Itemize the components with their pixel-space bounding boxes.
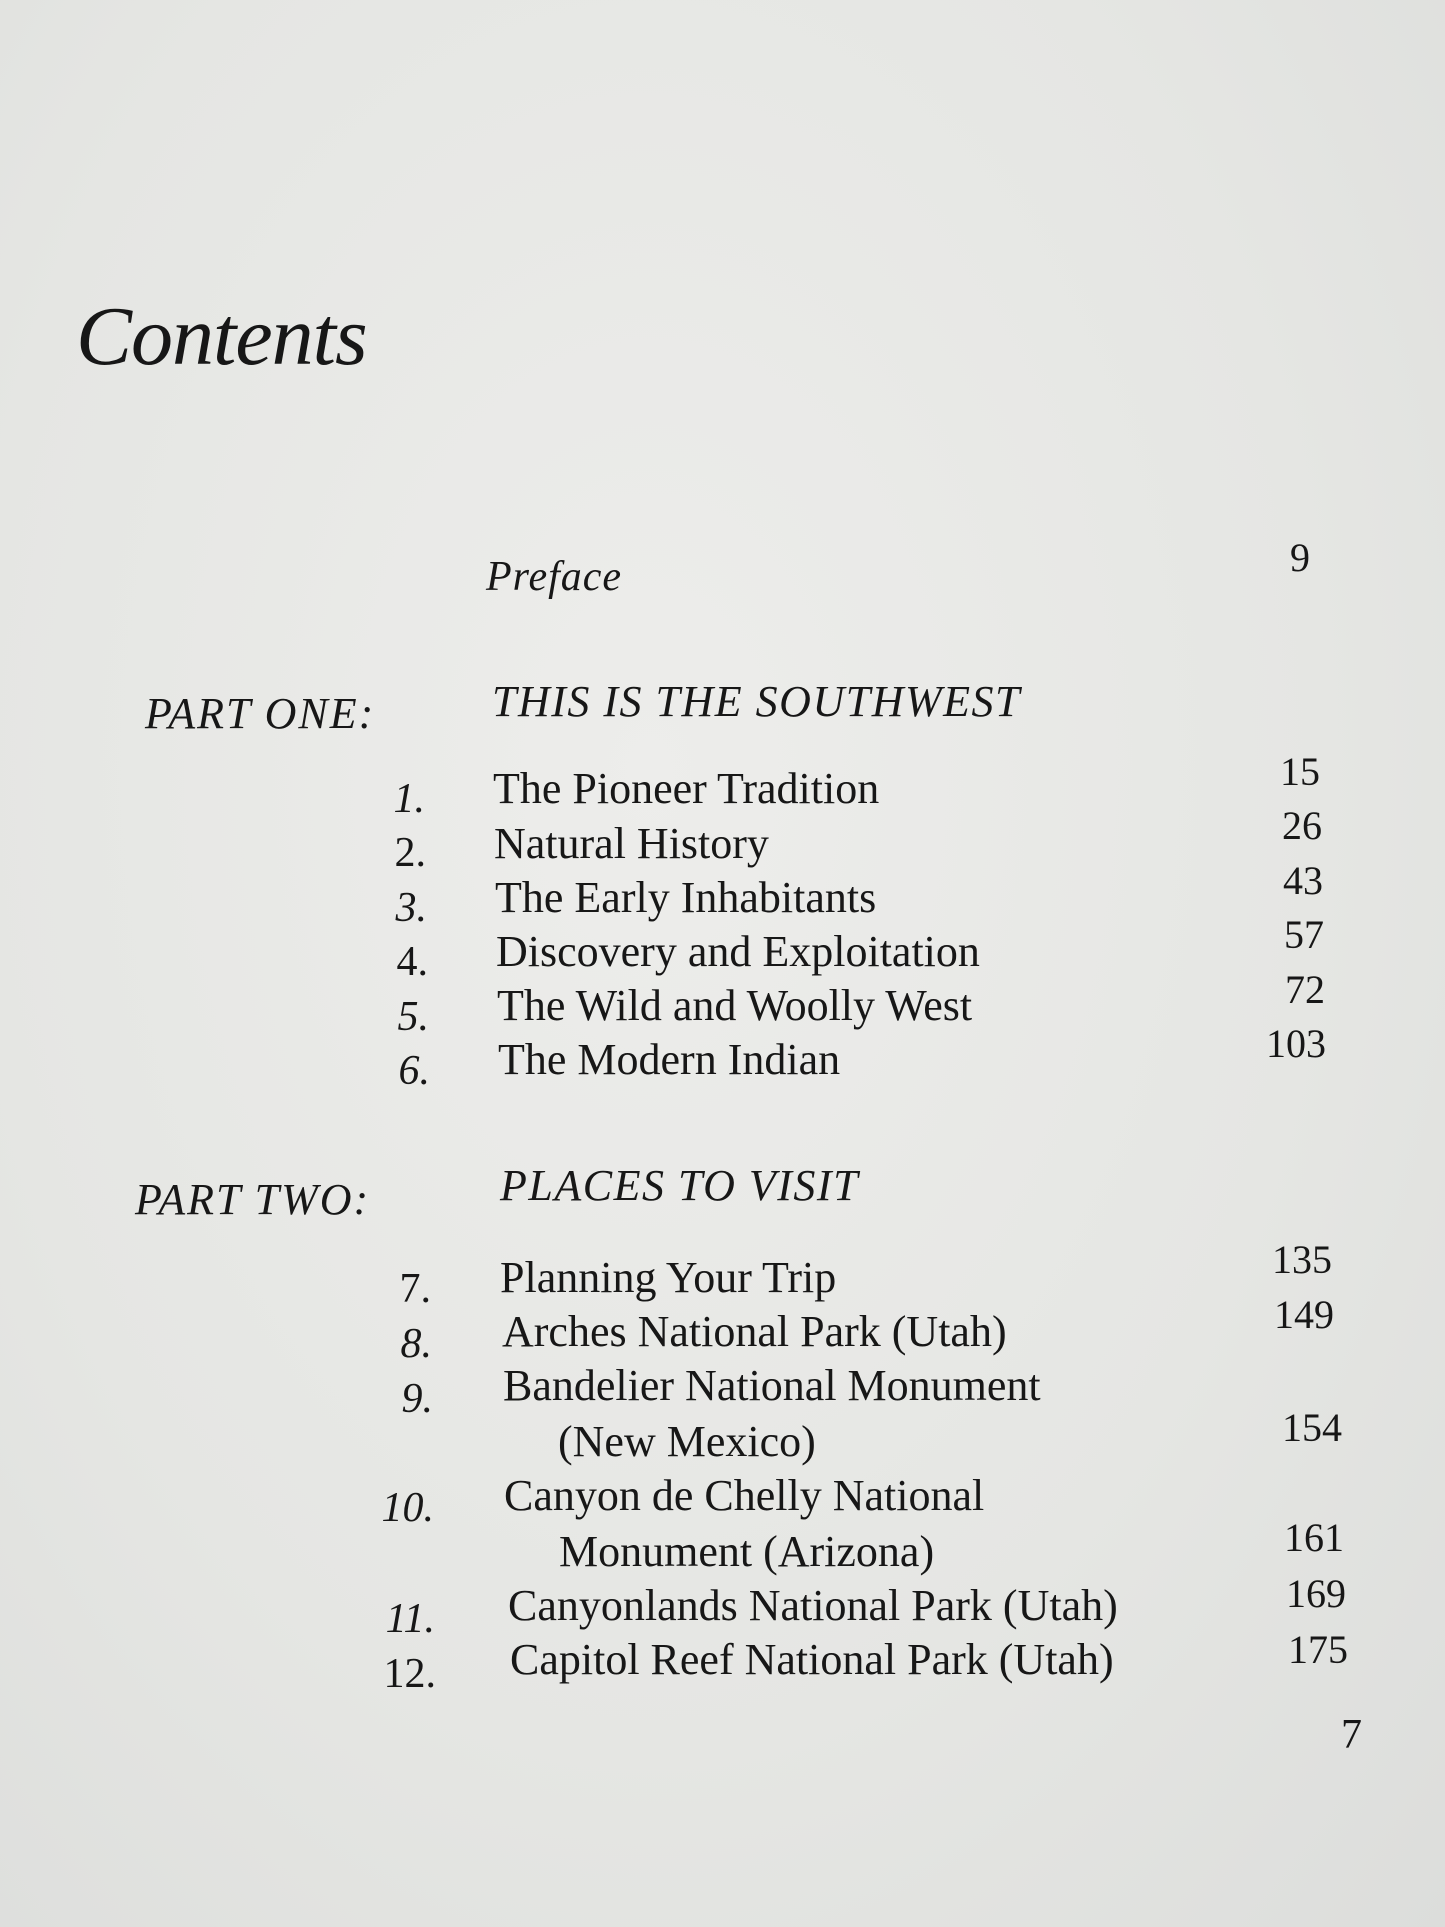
chapter-title: Discovery and Exploitation (496, 927, 980, 976)
chapter-page: 43 (1283, 858, 1323, 903)
part-one-label: PART ONE: (145, 689, 376, 738)
chapter-number: 11. (385, 1596, 435, 1642)
chapter-number: 10. (381, 1485, 434, 1531)
chapter-page: 154 (1282, 1405, 1342, 1450)
chapter-title: The Early Inhabitants (495, 873, 877, 922)
chapter-title: Canyonlands National Park (Utah) (508, 1581, 1118, 1630)
chapter-number: 2. (394, 830, 426, 876)
chapter-title: The Wild and Woolly West (497, 981, 973, 1030)
page-number: 7 (1341, 1712, 1362, 1758)
part-two-title: PLACES TO VISIT (500, 1161, 860, 1210)
preface-label: Preface (486, 554, 623, 600)
chapter-number: 3. (395, 885, 427, 931)
chapter-title: Planning Your Trip (500, 1253, 837, 1302)
chapter-title: Natural History (494, 819, 769, 868)
chapter-title: The Modern Indian (498, 1035, 841, 1084)
preface-page: 9 (1290, 535, 1310, 580)
chapter-page: 72 (1285, 967, 1325, 1012)
chapter-title-continued: (New Mexico) (558, 1417, 816, 1466)
chapter-number: 5. (397, 994, 429, 1040)
chapter-page: 149 (1274, 1292, 1334, 1337)
chapter-page: 161 (1284, 1515, 1344, 1560)
chapter-page: 57 (1284, 912, 1324, 957)
chapter-number: 8. (400, 1321, 432, 1367)
chapter-number: 6. (398, 1048, 430, 1094)
part-one-title: THIS IS THE SOUTHWEST (492, 677, 1021, 726)
chapter-number: 1. (393, 776, 425, 822)
chapter-title-continued: Monument (Arizona) (559, 1527, 935, 1576)
page-title: Contents (76, 290, 367, 383)
chapter-page: 15 (1280, 749, 1320, 794)
chapter-page: 135 (1272, 1237, 1332, 1282)
chapter-title: Arches National Park (Utah) (502, 1307, 1007, 1356)
chapter-page: 103 (1266, 1021, 1326, 1066)
chapter-title: Canyon de Chelly National (504, 1471, 985, 1520)
chapter-number: 4. (396, 939, 428, 985)
chapter-title: The Pioneer Tradition (493, 764, 880, 813)
chapter-number: 7. (399, 1266, 431, 1312)
chapter-page: 169 (1286, 1571, 1346, 1616)
chapter-page: 175 (1288, 1627, 1348, 1672)
chapter-number: 12. (383, 1651, 436, 1697)
chapter-page: 26 (1282, 803, 1322, 848)
part-two-label: PART TWO: (135, 1175, 371, 1224)
chapter-title: Capitol Reef National Park (Utah) (510, 1635, 1114, 1684)
chapter-number: 9. (401, 1376, 433, 1422)
chapter-title: Bandelier National Monument (503, 1361, 1041, 1410)
